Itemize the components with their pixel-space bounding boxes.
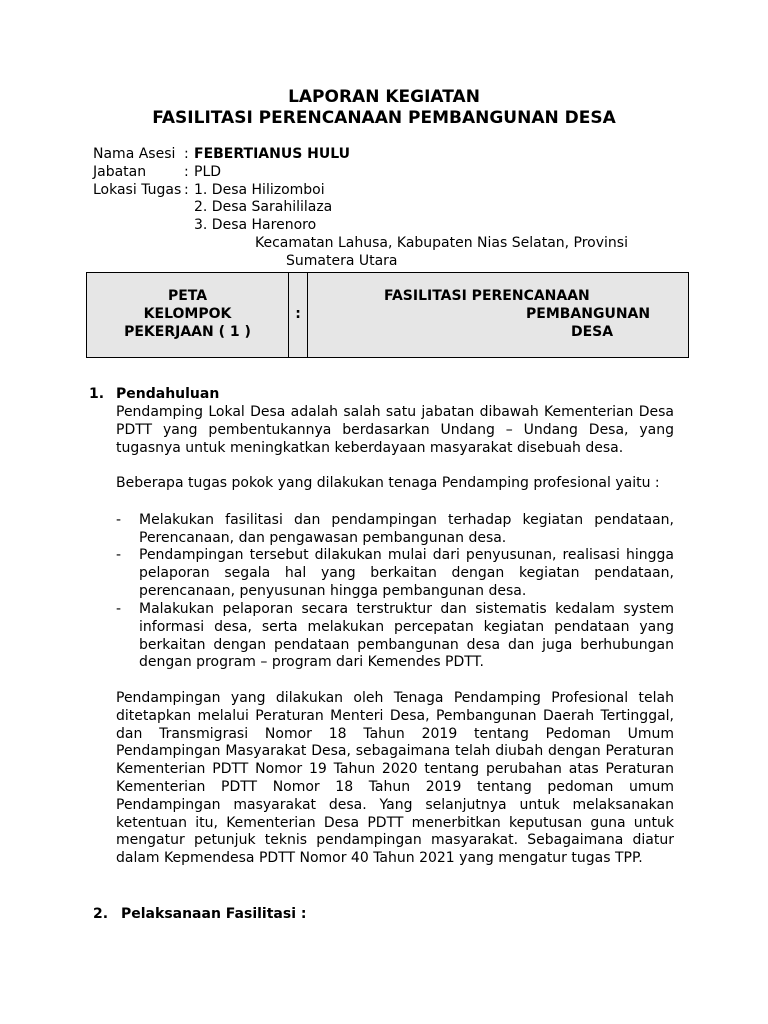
lokasi-item: 2. Desa Sarahililaza [194,199,333,215]
section-number: 1. [89,386,105,402]
section-heading: Pelaksanaan Fasilitasi : [121,906,307,922]
lokasi-colon: : [184,182,189,198]
report-subtitle: FASILITASI PERENCANAAN PEMBANGUNAN DESA [152,108,616,128]
bullet-item: Melakukan fasilitasi dan pendampingan terhadap kegiatan pendataan, Perencanaan, dan pengawasan pembangunan desa. [139,512,674,546]
nama-label: Nama Asesi [93,146,176,162]
work-group-label: PETA [167,288,208,304]
lokasi-label: Lokasi Tugas [93,182,182,198]
activity-cell [308,273,688,357]
work-group-label: KELOMPOK [143,305,232,322]
tasks-intro: Beberapa tugas pokok yang dilakukan tenaga Pendamping profesional yaitu : [116,475,660,491]
bullet-marker: - [116,512,122,528]
intro-paragraph: Pendamping Lokal Desa adalah salah satu jabatan dibawah Kementerian Desa PDTT yang pembentukannya berdasarkan Undang – Undang Desa, yang tugasnya untuk meningkatkan keberdayaan masyarakat disebuah desa. [116,404,674,456]
work-group-label: PEKERJAAN ( 1 ) [124,323,251,340]
report-title: LAPORAN KEGIATAN [288,87,480,107]
activity-label: FASILITASI PERENCANAAN [384,288,590,304]
bullet-item: Malakukan pelaporan secara terstruktur dan sistematis kedalam system informasi desa, serta melakukan percepatan kegiatan pendataan yang berkaitan dengan pendataan pembangunan desa dan juga berhubungan dengan program – program dari Kemendes PDTT. [139,601,674,671]
activity-label: DESA [571,324,614,340]
jabatan-label: Jabatan [93,164,147,180]
nama-colon: : [184,146,189,162]
section-heading: Pendahuluan [116,386,220,402]
jabatan-value: PLD [194,164,222,180]
work-group-cell [87,273,289,357]
bullet-marker: - [116,547,122,563]
bullet-marker: - [116,601,122,617]
kecamatan-line: Kecamatan Lahusa, Kabupaten Nias Selatan, Provinsi [255,235,628,251]
separator-cell: : [289,273,308,357]
regulation-paragraph: Pendampingan yang dilakukan oleh Tenaga Pendamping Profesional telah ditetapkan melalui Peraturan Menteri Desa, Pembangunan Daerah Tertinggal, dan Transmigrasi Nomor 18 Tahun 2019 tentang Pedoman Umum Pendampingan Masyarakat Desa, sebagaimana telah diubah dengan Peraturan Kementerian PDTT Nomor 19 Tahun 2020 tentang perubahan atas Peraturan Kementerian PDTT Nomor 18 Tahun 2019 tentang pedoman umum Pendampingan masyarakat desa. Yang selanjutnya untuk melaksanakan ketentuan itu, Kementerian Desa PDTT menerbitkan keputusan guna untuk mengatur petunjuk teknis pendampingan masyarakat. Sebagaimana diatur dalam Kepmendesa PDTT Nomor 40 Tahun 2021 yang mengatur tugas TPP. [116,690,674,867]
lokasi-item: 1. Desa Hilizomboi [194,182,325,198]
section-number: 2. [93,906,109,922]
work-group-table [86,272,689,358]
province-line: Sumatera Utara [286,253,398,269]
nama-value: FEBERTIANUS HULU [194,146,351,162]
bullet-item: Pendampingan tersebut dilakukan mulai dari penyusunan, realisasi hingga pelaporan segala hal yang berkaitan dengan kegiatan pendataan, perencanaan, penyusunan hingga pembangunan desa. [139,547,674,599]
activity-label: PEMBANGUNAN [526,306,651,322]
lokasi-item: 3. Desa Harenoro [194,217,317,233]
jabatan-colon: : [184,164,189,180]
